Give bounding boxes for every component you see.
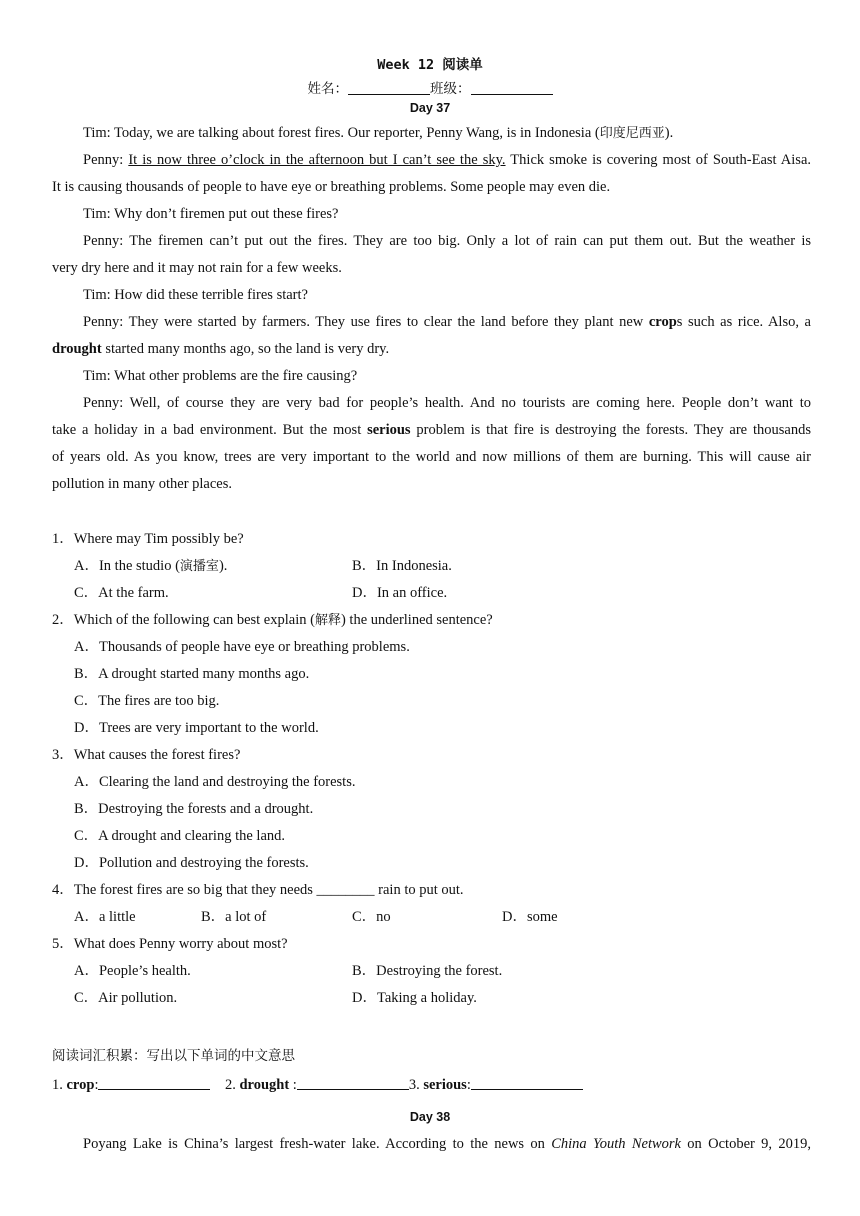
p8-bold-serious: serious (367, 422, 411, 438)
p6-text-a: Penny: They were started by farmers. They use fires to clear the land before they plant new (83, 314, 649, 330)
q3-option-c[interactable]: C．A drought and clearing the land. (74, 828, 286, 844)
day38-heading: Day 38 (409, 1110, 451, 1124)
passage-p2-line1 (52, 147, 811, 174)
q1-a-text: A．In the studio ( (74, 558, 180, 574)
q3-option-b[interactable]: B．Destroying the forests and a drought. (74, 801, 314, 817)
worksheet-title: Week 12 阅读单 (377, 57, 483, 73)
vocab-3-num: 3. (408, 1077, 420, 1093)
p2-speaker: Penny: (83, 152, 129, 168)
day38-text-b: on October 9, 2019, (680, 1136, 811, 1152)
passage-p3: Tim: Why don’t firemen put out these fires? (83, 206, 339, 222)
vocab-instructions: 阅读词汇积累：写出以下单词的中文意思 (52, 1048, 295, 1064)
passage-p8-line4: pollution in many other places. (52, 476, 233, 492)
vocab-3-sep: : (466, 1077, 471, 1093)
passage-p2-line2: It is causing thousands of people to have eye or breathing problems. Some people may even die. (52, 179, 611, 195)
vocab-1-blank[interactable] (98, 1077, 210, 1090)
q1-option-b[interactable]: B．In Indonesia. (352, 558, 452, 574)
vocab-line (52, 1077, 583, 1094)
p6-text-b: s such as rice. Also, a (676, 314, 811, 330)
q5-option-d[interactable]: D．Taking a holiday. (352, 990, 477, 1006)
q2-option-a[interactable]: A．Thousands of people have eye or breathing problems. (74, 639, 410, 655)
day38-text-a: Poyang Lake is China’s largest fresh-water lake. According to the news on (83, 1136, 552, 1152)
q4-option-b[interactable]: B．a lot of (201, 909, 267, 925)
q1-option-d[interactable]: D．In an office. (352, 585, 448, 601)
passage-p6-line1 (52, 309, 811, 336)
q2-stem-cjk: 解释 (314, 613, 341, 628)
q5-option-a[interactable]: A．People’s health. (74, 963, 191, 979)
p1-suffix: ). (664, 125, 674, 141)
q1-a-post: ). (218, 558, 228, 574)
q3-option-a[interactable]: A．Clearing the land and destroying the forests. (74, 774, 356, 790)
q3-option-d[interactable]: D．Pollution and destroying the forests. (74, 855, 309, 871)
q2-option-c[interactable]: C．The fires are too big. (74, 693, 220, 709)
vocab-2-blank[interactable] (297, 1077, 409, 1090)
passage-p8-line3: of years old. As you know, trees are very important to the world and now millions of them are burning. This will cause air (52, 449, 811, 465)
q2-stem-b: ) the underlined sentence? (340, 612, 493, 628)
vocab-1-word: crop (66, 1077, 95, 1093)
p2-rest: Thick smoke is covering most of South-East Aisa. (505, 152, 812, 168)
p6-line2-rest: started many months ago, so the land is very dry. (101, 341, 390, 357)
q2-stem-a: 2．Which of the following can best explain ( (52, 612, 315, 628)
passage-p1 (52, 120, 811, 147)
question-5-stem: 5．What does Penny worry about most? (52, 936, 288, 952)
q1-option-c[interactable]: C．At the farm. (74, 585, 169, 601)
question-1-stem: 1．Where may Tim possibly be? (52, 531, 244, 547)
q5-option-b[interactable]: B．Destroying the forest. (352, 963, 503, 979)
passage-p8-line2 (52, 417, 811, 444)
vocab-2-sep: : (289, 1077, 297, 1093)
passage-p8-line1: Penny: Well, of course they are very bad for people’s health. And no tourists are coming here. People don’t want to (83, 395, 811, 411)
q4-option-c[interactable]: C．no (352, 909, 391, 925)
question-3-stem: 3．What causes the forest fires? (52, 747, 241, 763)
q2-option-b[interactable]: B．A drought started many months ago. (74, 666, 310, 682)
day38-source-name: China Youth Network (551, 1136, 681, 1152)
question-4-stem: 4．The forest fires are so big that they needs ________ rain to put out. (52, 882, 464, 898)
p8-text-a: take a holiday in a bad environment. But the most (52, 422, 368, 438)
vocab-1-num: 1. (52, 1077, 63, 1093)
passage-p5: Tim: How did these terrible fires start? (83, 287, 308, 303)
name-label: 姓名： (307, 81, 348, 97)
q2-option-d[interactable]: D．Trees are very important to the world. (74, 720, 319, 736)
passage-p7: Tim: What other problems are the fire causing? (83, 368, 358, 384)
q5-option-c[interactable]: C．Air pollution. (74, 990, 178, 1006)
vocab-1-sep: : (94, 1077, 99, 1093)
vocab-3-word: serious (423, 1077, 467, 1093)
vocab-2-num: 2. (224, 1077, 236, 1093)
p8-text-b: problem is that fire is destroying the forests. They are thousands (410, 422, 811, 438)
vocab-2-word: drought (239, 1077, 290, 1093)
class-blank[interactable] (471, 81, 553, 95)
day37-heading: Day 37 (409, 101, 451, 115)
passage-p4-line2: very dry here and it may not rain for a few weeks. (52, 260, 342, 276)
vocab-3-blank[interactable] (471, 1077, 583, 1090)
q1-option-a[interactable] (74, 553, 227, 580)
p6-bold-drought: drought (52, 341, 102, 357)
name-blank[interactable] (348, 81, 430, 95)
underlined-sentence: It is now three o’clock in the afternoon but I can’t see the sky. (128, 152, 506, 168)
passage-p4-line1: Penny: The firemen can’t put out the fires. They are too big. Only a lot of rain can put them out. But the weather is (83, 233, 811, 249)
q1-a-cjk: 演播室 (179, 559, 219, 574)
passage-p6-line2 (52, 336, 811, 363)
name-class-line (0, 77, 860, 97)
class-label: 班级： (430, 81, 471, 97)
p1-text: Tim: Today, we are talking about forest fires. Our reporter, Penny Wang, is in Indonesia ( (83, 125, 600, 141)
q4-option-d[interactable]: D．some (502, 909, 558, 925)
p6-bold-crop: crop (648, 314, 677, 330)
q4-option-a[interactable]: A．a little (74, 909, 136, 925)
p1-cjk: 印度尼西亚 (599, 126, 665, 141)
question-2-stem (52, 607, 493, 634)
day38-passage-line1 (52, 1131, 811, 1158)
